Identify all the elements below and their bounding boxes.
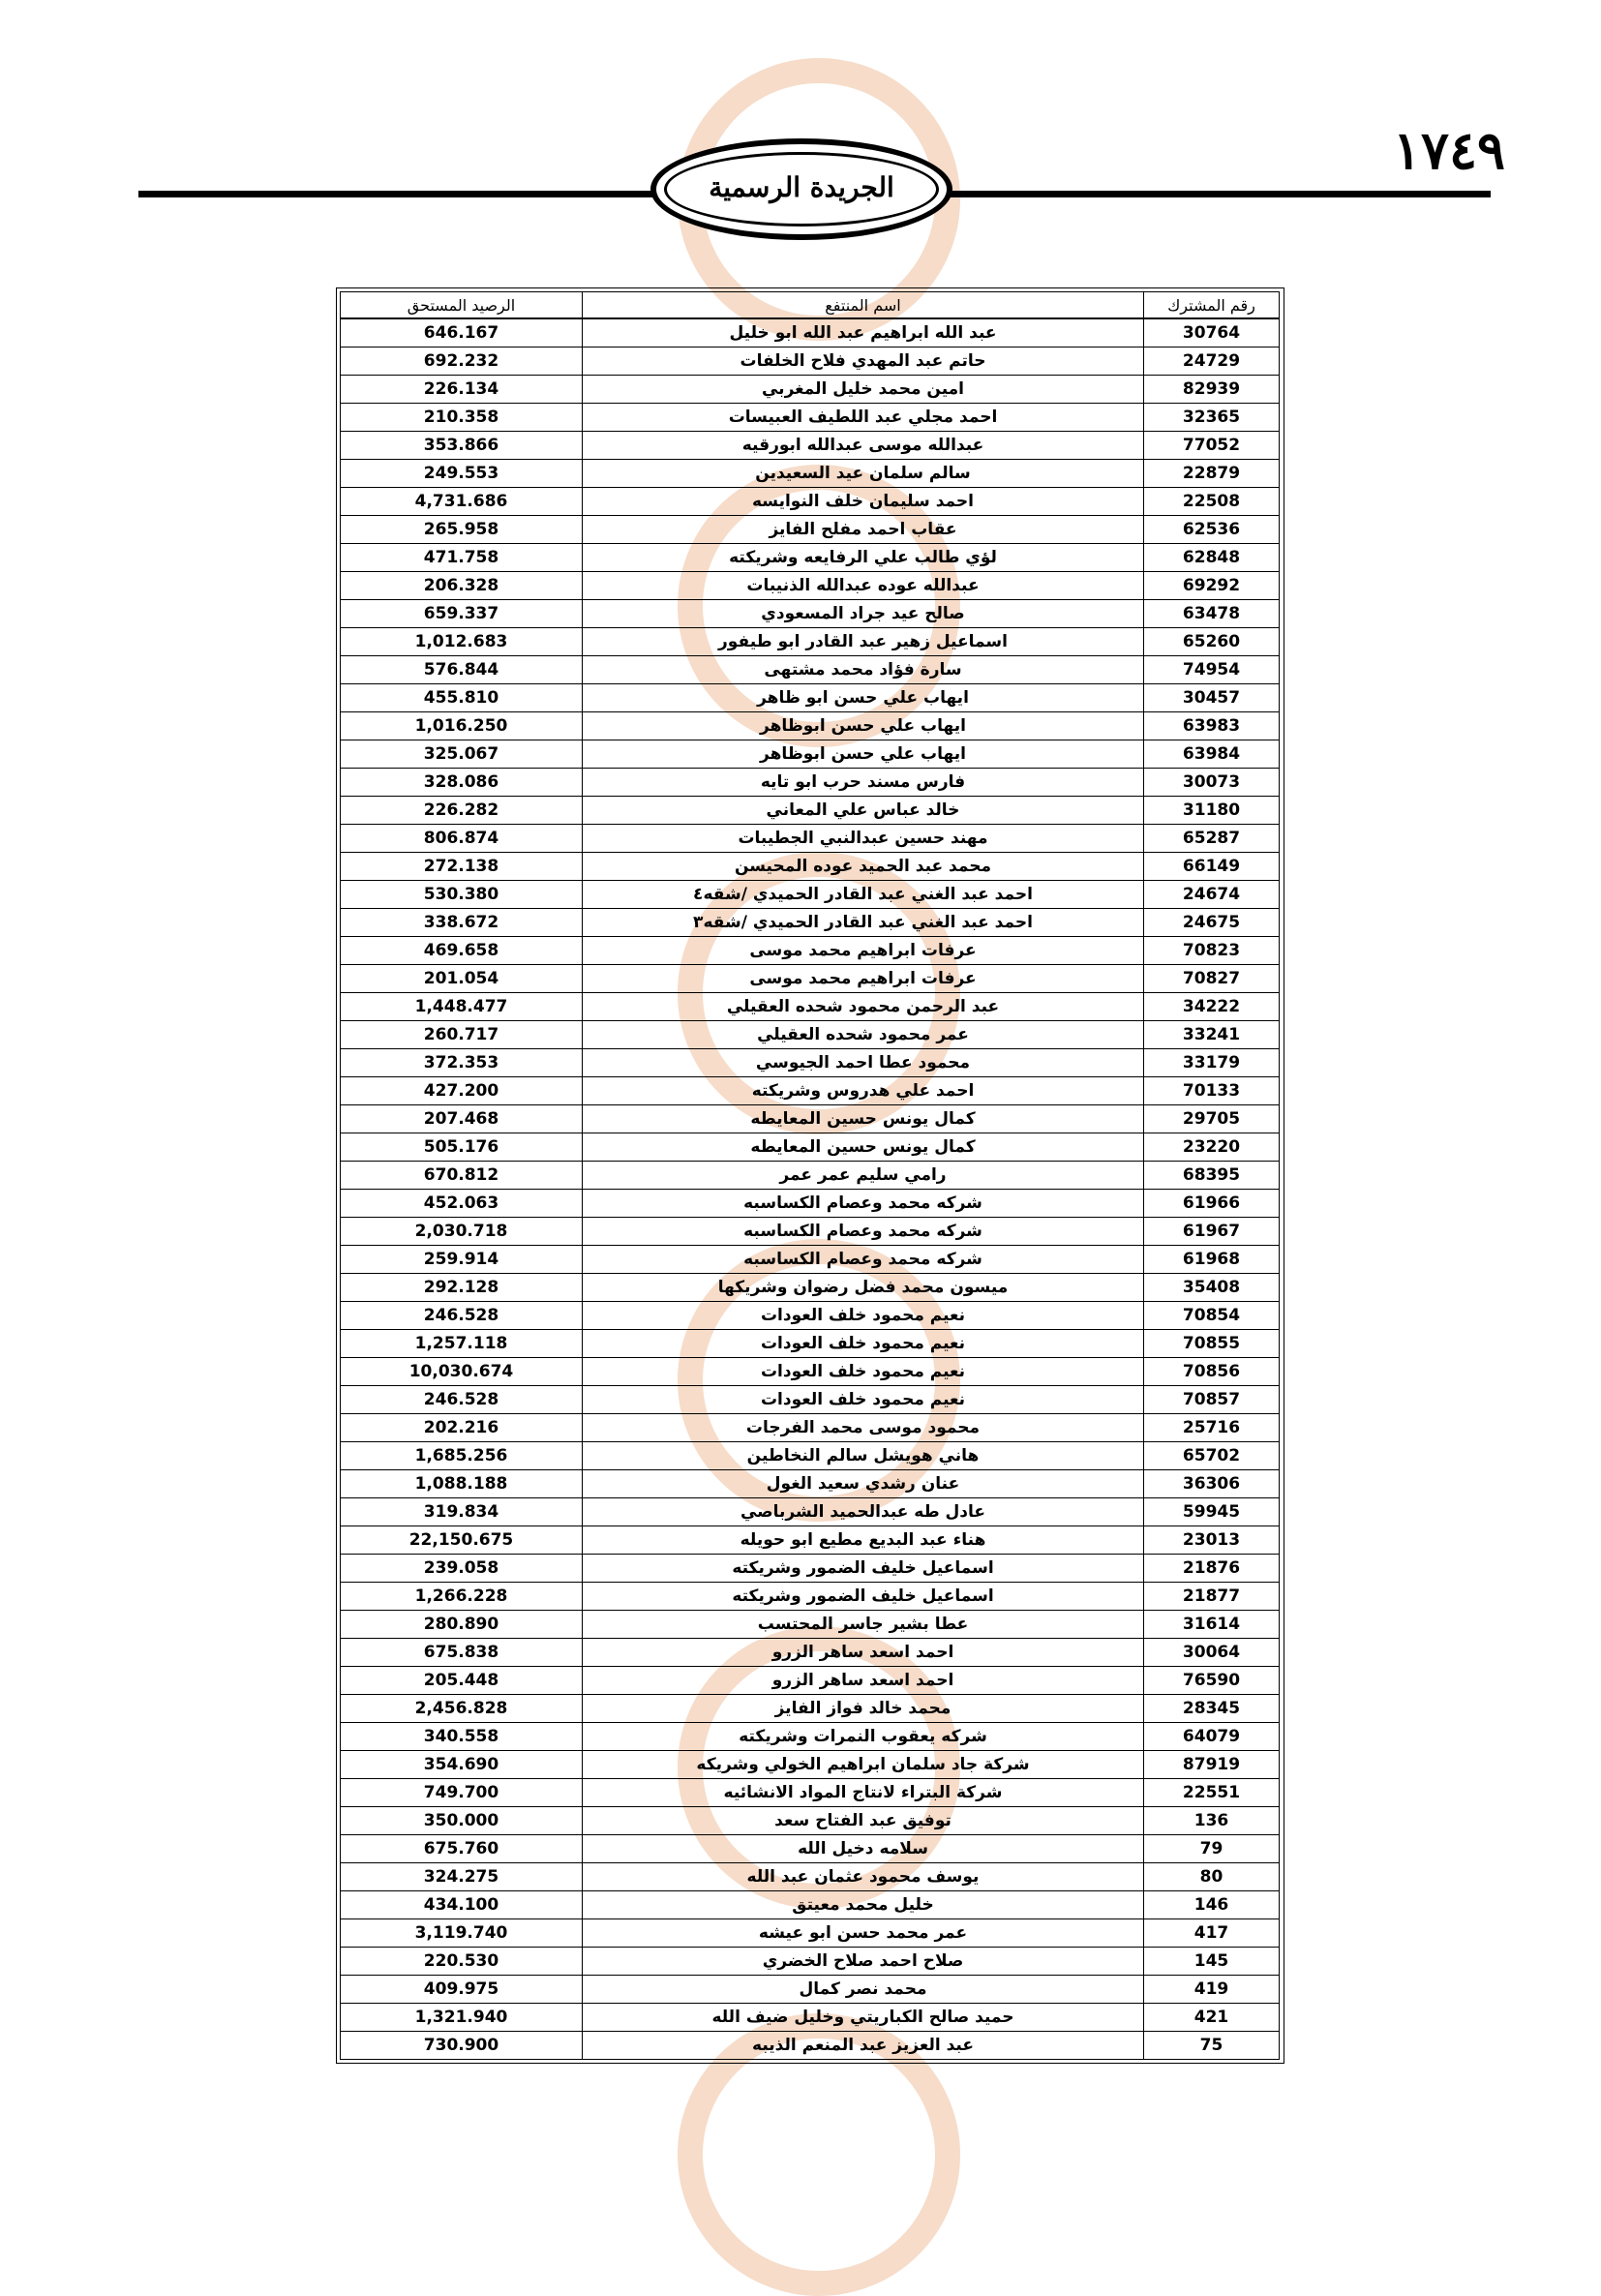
cell-subscriber-no: 33241 bbox=[1144, 1021, 1280, 1049]
cell-subscriber-no: 34222 bbox=[1144, 993, 1280, 1021]
cell-subscriber-no: 62536 bbox=[1144, 516, 1280, 544]
cell-subscriber-no: 36306 bbox=[1144, 1470, 1280, 1498]
cell-name: نعيم محمود خلف العودات bbox=[583, 1302, 1144, 1330]
cell-balance: 260.717 bbox=[341, 1021, 583, 1049]
cell-subscriber-no: 28345 bbox=[1144, 1695, 1280, 1723]
cell-balance: 1,448.477 bbox=[341, 993, 583, 1021]
cell-balance: 806.874 bbox=[341, 825, 583, 853]
cell-subscriber-no: 77052 bbox=[1144, 432, 1280, 460]
cell-balance: 265.958 bbox=[341, 516, 583, 544]
cell-subscriber-no: 30064 bbox=[1144, 1639, 1280, 1667]
cell-balance: 730.900 bbox=[341, 2032, 583, 2060]
cell-balance: 328.086 bbox=[341, 769, 583, 797]
cell-balance: 455.810 bbox=[341, 684, 583, 712]
cell-balance: 324.275 bbox=[341, 1863, 583, 1891]
cell-balance: 576.844 bbox=[341, 656, 583, 684]
cell-name: شركة جاد سلمان ابراهيم الخولي وشريكه bbox=[583, 1751, 1144, 1779]
cell-name: اسماعيل زهير عبد القادر ابو طيفور bbox=[583, 628, 1144, 656]
cell-name: عنان رشدي سعيد الغول bbox=[583, 1470, 1144, 1498]
cell-balance: 202.216 bbox=[341, 1414, 583, 1442]
cell-balance: 675.760 bbox=[341, 1835, 583, 1863]
cell-name: لؤي طالب علي الرفايعه وشريكته bbox=[583, 544, 1144, 572]
cell-balance: 1,685.256 bbox=[341, 1442, 583, 1470]
cell-balance: 2,030.718 bbox=[341, 1218, 583, 1246]
cell-subscriber-no: 65260 bbox=[1144, 628, 1280, 656]
table-row bbox=[341, 993, 1280, 1021]
cell-name: محمد نصر كمال bbox=[583, 1976, 1144, 2004]
table-row bbox=[341, 347, 1280, 376]
cell-subscriber-no: 75 bbox=[1144, 2032, 1280, 2060]
table-row bbox=[341, 2032, 1280, 2060]
cell-balance: 1,012.683 bbox=[341, 628, 583, 656]
cell-name: عبد العزيز عبد المنعم الذيبه bbox=[583, 2032, 1144, 2060]
cell-name: عمر محمد حسن ابو عيشه bbox=[583, 1919, 1144, 1948]
cell-subscriber-no: 80 bbox=[1144, 1863, 1280, 1891]
cell-subscriber-no: 421 bbox=[1144, 2004, 1280, 2032]
cell-subscriber-no: 21877 bbox=[1144, 1583, 1280, 1611]
table-row bbox=[341, 319, 1280, 347]
cell-subscriber-no: 30073 bbox=[1144, 769, 1280, 797]
cell-subscriber-no: 24674 bbox=[1144, 881, 1280, 909]
cell-subscriber-no: 419 bbox=[1144, 1976, 1280, 2004]
cell-name: هناء عبد البديع مطيع ابو حويله bbox=[583, 1526, 1144, 1555]
cell-balance: 3,119.740 bbox=[341, 1919, 583, 1948]
cell-subscriber-no: 76590 bbox=[1144, 1667, 1280, 1695]
cell-subscriber-no: 35408 bbox=[1144, 1274, 1280, 1302]
cell-subscriber-no: 145 bbox=[1144, 1948, 1280, 1976]
cell-name: توفيق عبد الفتاح سعد bbox=[583, 1807, 1144, 1835]
cell-subscriber-no: 30764 bbox=[1144, 319, 1280, 347]
table-row bbox=[341, 1386, 1280, 1414]
cell-name: ايهاب علي حسن ابوظاهر bbox=[583, 712, 1144, 740]
cell-name: هاني هويشل سالم النخاطين bbox=[583, 1442, 1144, 1470]
table-row bbox=[341, 1583, 1280, 1611]
cell-subscriber-no: 30457 bbox=[1144, 684, 1280, 712]
cell-balance: 469.658 bbox=[341, 937, 583, 965]
table-row bbox=[341, 1470, 1280, 1498]
table-row bbox=[341, 1358, 1280, 1386]
cell-subscriber-no: 23220 bbox=[1144, 1133, 1280, 1162]
cell-balance: 354.690 bbox=[341, 1751, 583, 1779]
cell-name: حميد صالح الكباريتي وخليل ضيف الله bbox=[583, 2004, 1144, 2032]
cell-name: احمد اسعد ساهر الزرو bbox=[583, 1639, 1144, 1667]
cell-balance: 1,257.118 bbox=[341, 1330, 583, 1358]
table-row bbox=[341, 1414, 1280, 1442]
cell-name: ايهاب علي حسن ابو ظاهر bbox=[583, 684, 1144, 712]
cell-balance: 325.067 bbox=[341, 740, 583, 769]
cell-balance: 226.282 bbox=[341, 797, 583, 825]
cell-balance: 4,731.686 bbox=[341, 488, 583, 516]
cell-balance: 338.672 bbox=[341, 909, 583, 937]
cell-name: احمد سليمان خلف النوايسه bbox=[583, 488, 1144, 516]
cell-subscriber-no: 25716 bbox=[1144, 1414, 1280, 1442]
cell-name: عمر محمود شحده العقيلي bbox=[583, 1021, 1144, 1049]
table-row bbox=[341, 572, 1280, 600]
cell-name: عبدالله عوده عبدالله الذنيبات bbox=[583, 572, 1144, 600]
cell-balance: 2,456.828 bbox=[341, 1695, 583, 1723]
cell-name: عبد الله ابراهيم عبد الله ابو خليل bbox=[583, 319, 1144, 347]
cell-name: شركه محمد وعصام الكساسبه bbox=[583, 1190, 1144, 1218]
cell-subscriber-no: 70856 bbox=[1144, 1358, 1280, 1386]
cell-balance: 675.838 bbox=[341, 1639, 583, 1667]
cell-name: خليل محمد معيتق bbox=[583, 1891, 1144, 1919]
cell-balance: 239.058 bbox=[341, 1555, 583, 1583]
cell-name: عادل طه عبدالحميد الشرباصي bbox=[583, 1498, 1144, 1526]
cell-name: نعيم محمود خلف العودات bbox=[583, 1330, 1144, 1358]
cell-name: صالح عيد جراد المسعودي bbox=[583, 600, 1144, 628]
cell-balance: 10,030.674 bbox=[341, 1358, 583, 1386]
cell-balance: 434.100 bbox=[341, 1891, 583, 1919]
cell-subscriber-no: 32365 bbox=[1144, 404, 1280, 432]
table-row bbox=[341, 1976, 1280, 2004]
table-row bbox=[341, 1274, 1280, 1302]
cell-subscriber-no: 65702 bbox=[1144, 1442, 1280, 1470]
table-row bbox=[341, 797, 1280, 825]
masthead-oval bbox=[650, 138, 952, 240]
table-row bbox=[341, 1218, 1280, 1246]
cell-balance: 246.528 bbox=[341, 1386, 583, 1414]
cell-name: شركه محمد وعصام الكساسبه bbox=[583, 1218, 1144, 1246]
cell-name: يوسف محمود عثمان عبد الله bbox=[583, 1863, 1144, 1891]
cell-name: محمود عطا احمد الجيوسي bbox=[583, 1049, 1144, 1077]
table-row bbox=[341, 1330, 1280, 1358]
table-row bbox=[341, 1498, 1280, 1526]
cell-name: مهند حسين عبدالنبي الجطيبات bbox=[583, 825, 1144, 853]
table-row bbox=[341, 684, 1280, 712]
cell-name: ايهاب علي حسن ابوظاهر bbox=[583, 740, 1144, 769]
cell-balance: 692.232 bbox=[341, 347, 583, 376]
table-row bbox=[341, 1442, 1280, 1470]
cell-balance: 471.758 bbox=[341, 544, 583, 572]
table-row bbox=[341, 937, 1280, 965]
cell-balance: 272.138 bbox=[341, 853, 583, 881]
cell-name: احمد مجلي عبد اللطيف العبيسات bbox=[583, 404, 1144, 432]
table-row bbox=[341, 1611, 1280, 1639]
table-row bbox=[341, 600, 1280, 628]
table-row bbox=[341, 488, 1280, 516]
cell-name: عرفات ابراهيم محمد موسى bbox=[583, 965, 1144, 993]
cell-balance: 1,321.940 bbox=[341, 2004, 583, 2032]
cell-balance: 353.866 bbox=[341, 432, 583, 460]
table-row bbox=[341, 965, 1280, 993]
cell-subscriber-no: 63983 bbox=[1144, 712, 1280, 740]
table-row bbox=[341, 1723, 1280, 1751]
col-header-balance: الرصيد المستحق bbox=[341, 292, 583, 318]
table-row bbox=[341, 1639, 1280, 1667]
cell-name: حاتم عبد المهدي فلاح الخلفات bbox=[583, 347, 1144, 376]
table-row bbox=[341, 628, 1280, 656]
table-row bbox=[341, 1863, 1280, 1891]
cell-balance: 210.358 bbox=[341, 404, 583, 432]
cell-subscriber-no: 63478 bbox=[1144, 600, 1280, 628]
cell-name: كمال يونس حسين المعايطه bbox=[583, 1133, 1144, 1162]
cell-name: احمد اسعد ساهر الزرو bbox=[583, 1667, 1144, 1695]
table-row bbox=[341, 1751, 1280, 1779]
cell-name: امين محمد خليل المغربي bbox=[583, 376, 1144, 404]
publication-title: الجريدة الرسمية bbox=[709, 171, 894, 203]
cell-name: احمد عبد الغني عبد القادر الحميدي /شقه٣ bbox=[583, 909, 1144, 937]
cell-balance: 226.134 bbox=[341, 376, 583, 404]
cell-subscriber-no: 29705 bbox=[1144, 1105, 1280, 1133]
cell-name: سارة فؤاد محمد مشتهى bbox=[583, 656, 1144, 684]
cell-name: عرفات ابراهيم محمد موسى bbox=[583, 937, 1144, 965]
cell-name: رامي سليم عمر عمر bbox=[583, 1162, 1144, 1190]
cell-balance: 427.200 bbox=[341, 1077, 583, 1105]
table-row bbox=[341, 460, 1280, 488]
cell-balance: 205.448 bbox=[341, 1667, 583, 1695]
cell-subscriber-no: 22879 bbox=[1144, 460, 1280, 488]
cell-subscriber-no: 61967 bbox=[1144, 1218, 1280, 1246]
table-row bbox=[341, 432, 1280, 460]
table-row bbox=[341, 712, 1280, 740]
cell-name: عبد الرحمن محمود شحده العقيلي bbox=[583, 993, 1144, 1021]
cell-subscriber-no: 24729 bbox=[1144, 347, 1280, 376]
cell-name: ميسون محمد فضل رضوان وشريكها bbox=[583, 1274, 1144, 1302]
cell-name: شركه يعقوب النمرات وشريكته bbox=[583, 1723, 1144, 1751]
cell-name: شركة البتراء لانتاج المواد الانشائيه bbox=[583, 1779, 1144, 1807]
cell-name: خالد عباس علي المعاني bbox=[583, 797, 1144, 825]
cell-name: عبدالله موسى عبدالله ابورقيه bbox=[583, 432, 1144, 460]
table-row bbox=[341, 1021, 1280, 1049]
cell-name: احمد عبد الغني عبد القادر الحميدي /شقه٤ bbox=[583, 881, 1144, 909]
table-row bbox=[341, 881, 1280, 909]
subscribers-table bbox=[340, 291, 1280, 2060]
cell-subscriber-no: 136 bbox=[1144, 1807, 1280, 1835]
cell-subscriber-no: 63984 bbox=[1144, 740, 1280, 769]
table-row bbox=[341, 1695, 1280, 1723]
cell-subscriber-no: 70823 bbox=[1144, 937, 1280, 965]
cell-subscriber-no: 82939 bbox=[1144, 376, 1280, 404]
cell-balance: 646.167 bbox=[341, 319, 583, 347]
cell-subscriber-no: 33179 bbox=[1144, 1049, 1280, 1077]
cell-name: نعيم محمود خلف العودات bbox=[583, 1358, 1144, 1386]
cell-name: صلاح احمد صلاح الخضري bbox=[583, 1948, 1144, 1976]
cell-balance: 340.558 bbox=[341, 1723, 583, 1751]
cell-subscriber-no: 70857 bbox=[1144, 1386, 1280, 1414]
cell-subscriber-no: 79 bbox=[1144, 1835, 1280, 1863]
table-row bbox=[341, 853, 1280, 881]
cell-name: محمد خالد فواز الفايز bbox=[583, 1695, 1144, 1723]
cell-balance: 206.328 bbox=[341, 572, 583, 600]
table-row bbox=[341, 1246, 1280, 1274]
cell-subscriber-no: 21876 bbox=[1144, 1555, 1280, 1583]
table-row bbox=[341, 1948, 1280, 1976]
table-row bbox=[341, 1049, 1280, 1077]
table-row bbox=[341, 1077, 1280, 1105]
cell-subscriber-no: 31180 bbox=[1144, 797, 1280, 825]
table-header-row bbox=[341, 292, 1280, 318]
cell-subscriber-no: 74954 bbox=[1144, 656, 1280, 684]
cell-name: سالم سلمان عيد السعيدين bbox=[583, 460, 1144, 488]
cell-subscriber-no: 22551 bbox=[1144, 1779, 1280, 1807]
cell-name: عطا بشير جاسر المحتسب bbox=[583, 1611, 1144, 1639]
cell-subscriber-no: 24675 bbox=[1144, 909, 1280, 937]
cell-subscriber-no: 70133 bbox=[1144, 1077, 1280, 1105]
cell-balance: 201.054 bbox=[341, 965, 583, 993]
table-row bbox=[341, 656, 1280, 684]
cell-subscriber-no: 31614 bbox=[1144, 1611, 1280, 1639]
cell-balance: 670.812 bbox=[341, 1162, 583, 1190]
table-row bbox=[341, 404, 1280, 432]
table-row bbox=[341, 1526, 1280, 1555]
cell-name: محمود موسى محمد الفرجات bbox=[583, 1414, 1144, 1442]
table-row bbox=[341, 1919, 1280, 1948]
cell-name: اسماعيل خليف الضمور وشريكته bbox=[583, 1583, 1144, 1611]
cell-name: اسماعيل خليف الضمور وشريكته bbox=[583, 1555, 1144, 1583]
cell-subscriber-no: 70855 bbox=[1144, 1330, 1280, 1358]
cell-subscriber-no: 23013 bbox=[1144, 1526, 1280, 1555]
cell-subscriber-no: 417 bbox=[1144, 1919, 1280, 1948]
cell-balance: 409.975 bbox=[341, 1976, 583, 2004]
table-row bbox=[341, 1667, 1280, 1695]
table-row bbox=[341, 1807, 1280, 1835]
table-row bbox=[341, 825, 1280, 853]
table-row bbox=[341, 1105, 1280, 1133]
table-row bbox=[341, 769, 1280, 797]
cell-name: كمال يونس حسين المعايطه bbox=[583, 1105, 1144, 1133]
cell-subscriber-no: 61966 bbox=[1144, 1190, 1280, 1218]
table-row bbox=[341, 516, 1280, 544]
cell-subscriber-no: 65287 bbox=[1144, 825, 1280, 853]
cell-name: احمد علي هدروس وشريكته bbox=[583, 1077, 1144, 1105]
cell-subscriber-no: 61968 bbox=[1144, 1246, 1280, 1274]
cell-subscriber-no: 146 bbox=[1144, 1891, 1280, 1919]
cell-balance: 372.353 bbox=[341, 1049, 583, 1077]
cell-balance: 1,266.228 bbox=[341, 1583, 583, 1611]
cell-balance: 350.000 bbox=[341, 1807, 583, 1835]
table-row bbox=[341, 1555, 1280, 1583]
cell-balance: 505.176 bbox=[341, 1133, 583, 1162]
cell-name: سلامه دخيل الله bbox=[583, 1835, 1144, 1863]
cell-subscriber-no: 66149 bbox=[1144, 853, 1280, 881]
cell-subscriber-no: 62848 bbox=[1144, 544, 1280, 572]
cell-balance: 319.834 bbox=[341, 1498, 583, 1526]
cell-subscriber-no: 64079 bbox=[1144, 1723, 1280, 1751]
cell-name: محمد عبد الحميد عوده المحيسن bbox=[583, 853, 1144, 881]
cell-balance: 659.337 bbox=[341, 600, 583, 628]
cell-name: شركه محمد وعصام الكساسبه bbox=[583, 1246, 1144, 1274]
cell-balance: 1,088.188 bbox=[341, 1470, 583, 1498]
col-header-name: اسم المنتفع bbox=[583, 292, 1144, 318]
cell-balance: 292.128 bbox=[341, 1274, 583, 1302]
cell-balance: 207.468 bbox=[341, 1105, 583, 1133]
cell-subscriber-no: 22508 bbox=[1144, 488, 1280, 516]
table-row bbox=[341, 909, 1280, 937]
cell-subscriber-no: 68395 bbox=[1144, 1162, 1280, 1190]
table-row bbox=[341, 1835, 1280, 1863]
cell-subscriber-no: 70827 bbox=[1144, 965, 1280, 993]
cell-subscriber-no: 59945 bbox=[1144, 1498, 1280, 1526]
table-row bbox=[341, 1891, 1280, 1919]
table-row bbox=[341, 740, 1280, 769]
col-header-subscriber-no: رقم المشترك bbox=[1144, 292, 1280, 318]
cell-balance: 749.700 bbox=[341, 1779, 583, 1807]
cell-subscriber-no: 87919 bbox=[1144, 1751, 1280, 1779]
cell-name: نعيم محمود خلف العودات bbox=[583, 1386, 1144, 1414]
cell-balance: 280.890 bbox=[341, 1611, 583, 1639]
cell-balance: 452.063 bbox=[341, 1190, 583, 1218]
cell-balance: 246.528 bbox=[341, 1302, 583, 1330]
cell-name: عقاب احمد مفلح الفايز bbox=[583, 516, 1144, 544]
page-number: ١٧٤٩ bbox=[1392, 119, 1505, 181]
cell-balance: 530.380 bbox=[341, 881, 583, 909]
cell-subscriber-no: 69292 bbox=[1144, 572, 1280, 600]
cell-name: فارس مسند حرب ابو تايه bbox=[583, 769, 1144, 797]
table-row bbox=[341, 1779, 1280, 1807]
cell-balance: 22,150.675 bbox=[341, 1526, 583, 1555]
cell-subscriber-no: 70854 bbox=[1144, 1302, 1280, 1330]
table-row bbox=[341, 2004, 1280, 2032]
cell-balance: 249.553 bbox=[341, 460, 583, 488]
cell-balance: 1,016.250 bbox=[341, 712, 583, 740]
cell-balance: 220.530 bbox=[341, 1948, 583, 1976]
table-row bbox=[341, 1133, 1280, 1162]
table-row bbox=[341, 1162, 1280, 1190]
cell-balance: 259.914 bbox=[341, 1246, 583, 1274]
table-row bbox=[341, 1190, 1280, 1218]
table-row bbox=[341, 544, 1280, 572]
table-row bbox=[341, 1302, 1280, 1330]
table-row bbox=[341, 376, 1280, 404]
